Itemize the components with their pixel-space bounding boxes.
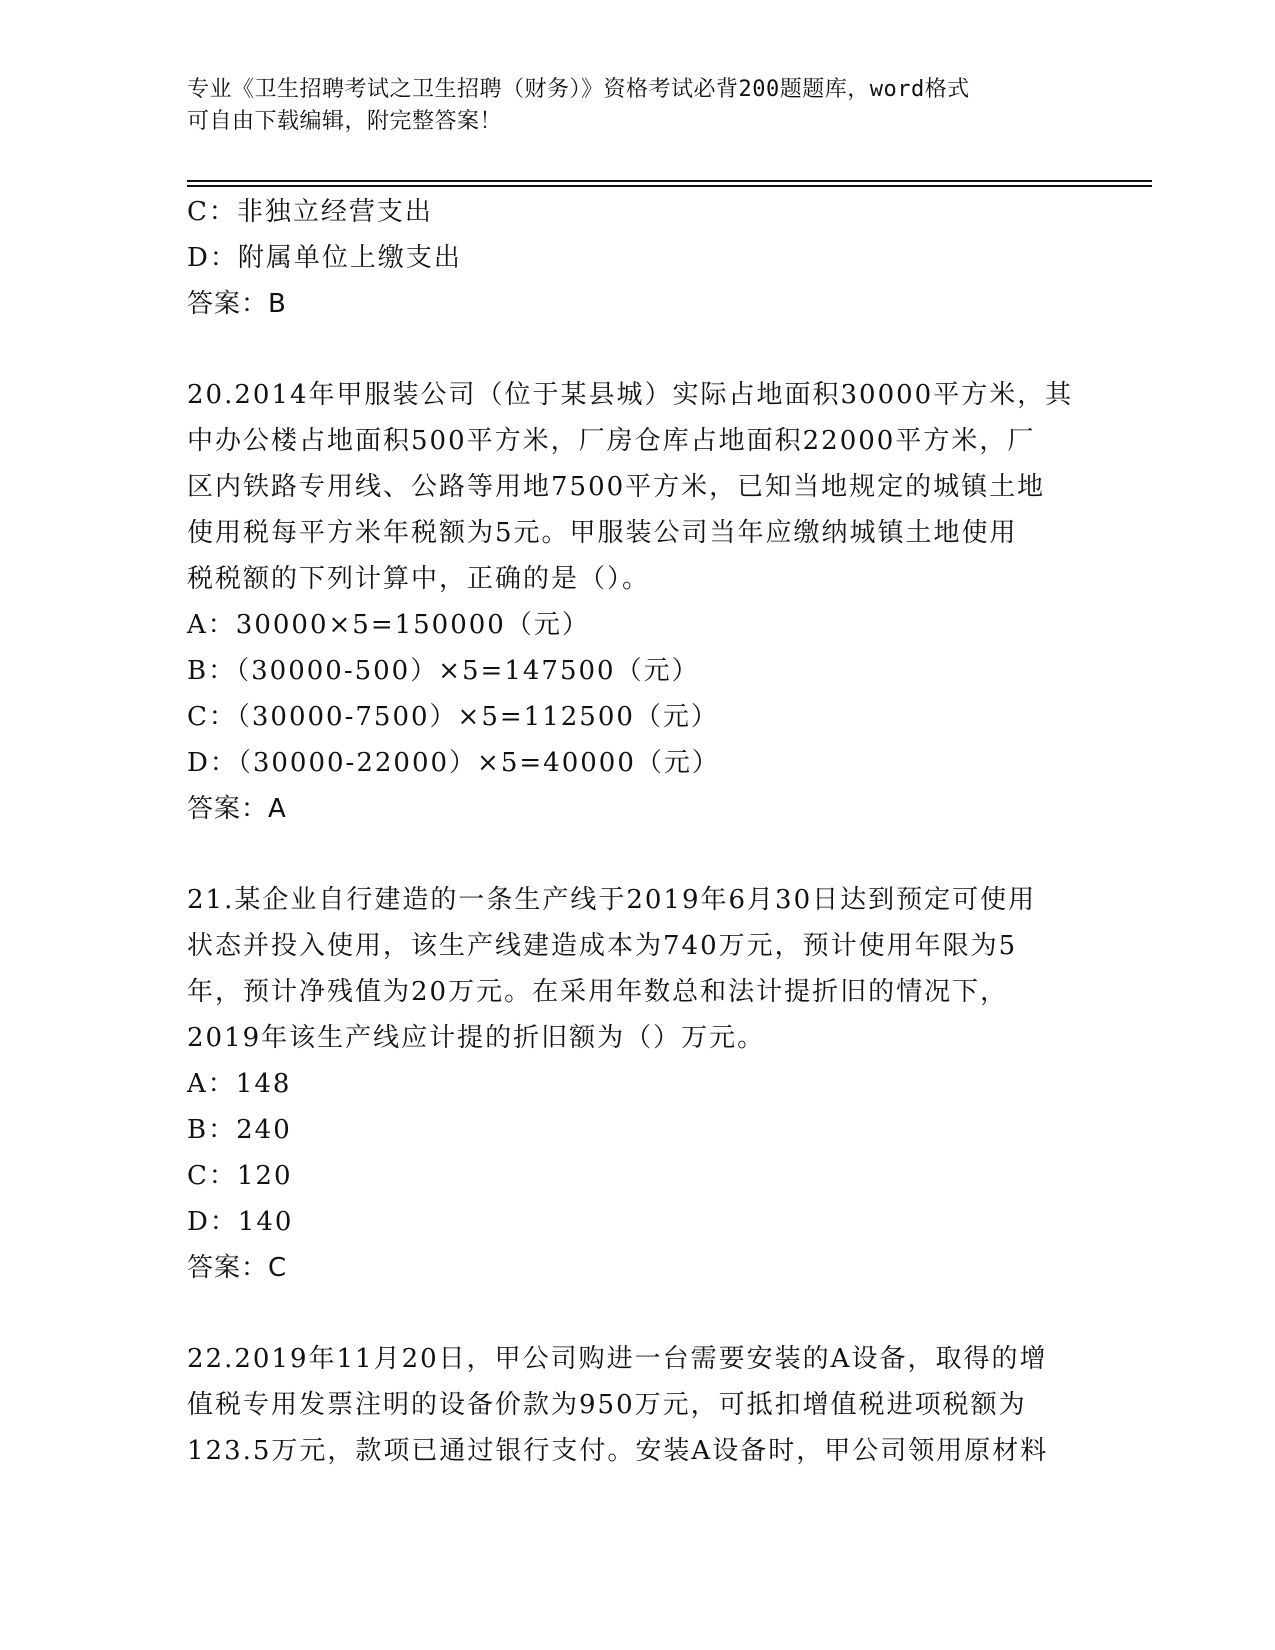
option-line: B：240 (187, 1115, 292, 1145)
option-line: D：140 (187, 1207, 294, 1237)
question-line: 状态并投入使用，该生产线建造成本为740万元，预计使用年限为5 (187, 931, 1018, 961)
option-line: A：148 (187, 1069, 292, 1099)
option-line: B：（30000-500）×5=147500（元） (187, 656, 700, 686)
header-rule-bottom (187, 185, 1152, 187)
question-line: 123.5万元，款项已通过银行支付。安装A设备时，甲公司领用原材料 (187, 1436, 1049, 1466)
spacer (187, 832, 1087, 877)
question-line: 20.2014年甲服装公司（位于某县城）实际占地面积30000平方米，其 (187, 380, 1074, 410)
question-content (187, 189, 1087, 1474)
header-line: 可自由下载编辑，附完整答案！ (187, 109, 503, 134)
answer-line: 答案：C (187, 1253, 288, 1283)
question-block (187, 189, 1087, 327)
question-line: 区内铁路专用线、公路等用地7500平方米，已知当地规定的城镇土地 (187, 472, 1046, 502)
question-block (187, 1336, 1087, 1474)
question-line: 2019年该生产线应计提的折旧额为（）万元。 (187, 1023, 766, 1053)
option-line: D：附属单位上缴支出 (187, 243, 462, 273)
question-line: 中办公楼占地面积500平方米，厂房仓库占地面积22000平方米，厂 (187, 426, 1036, 456)
option-line: C：非独立经营支出 (187, 197, 433, 227)
option-line: C：（30000-7500）×5=112500（元） (187, 702, 719, 732)
question-block (187, 372, 1087, 832)
question-block (187, 877, 1087, 1291)
header-rule-top (187, 180, 1152, 182)
option-line: C：120 (187, 1161, 293, 1191)
question-line: 21.某企业自行建造的一条生产线于2019年6月30日达到预定可使用 (187, 885, 1037, 915)
question-line: 年，预计净残值为20万元。在采用年数总和法计提折旧的情况下， (187, 977, 1009, 1007)
answer-line: 答案：A (187, 794, 287, 824)
option-line: A：30000×5=150000（元） (187, 610, 590, 640)
spacer (187, 1291, 1087, 1336)
spacer (187, 327, 1087, 372)
option-line: D：（30000-22000）×5=40000（元） (187, 748, 720, 778)
document-header (187, 74, 1067, 138)
question-line: 22.2019年11月20日，甲公司购进一台需要安装的A设备，取得的增 (187, 1344, 1048, 1374)
question-line: 税税额的下列计算中，正确的是（）。 (187, 564, 651, 594)
answer-line: 答案：B (187, 289, 287, 319)
header-line: 专业《卫生招聘考试之卫生招聘（财务）》资格考试必背200题题库，word格式 (187, 77, 970, 102)
question-line: 使用税每平方米年税额为5元。甲服装公司当年应缴纳城镇土地使用 (187, 518, 1018, 548)
question-line: 值税专用发票注明的设备价款为950万元，可抵扣增值税进项税额为 (187, 1390, 1027, 1420)
